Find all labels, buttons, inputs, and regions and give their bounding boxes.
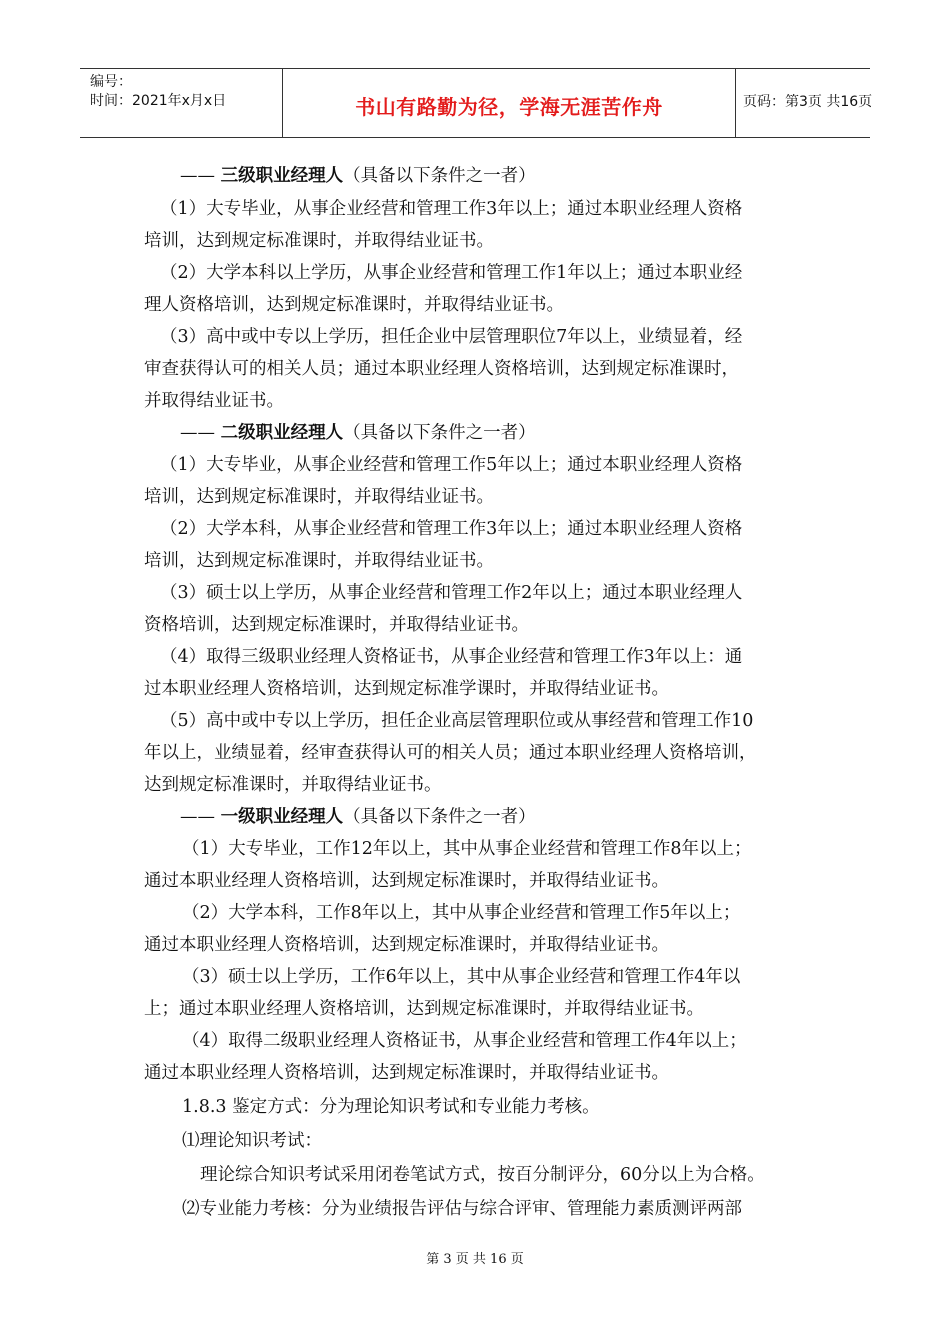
header-page-cell bbox=[735, 69, 873, 137]
document-number: 编号： bbox=[90, 74, 132, 90]
text-line: 培训，达到规定标准课时，并取得结业证书。 bbox=[144, 551, 494, 571]
text-line: 理人资格培训，达到规定标准课时，并取得结业证书。 bbox=[144, 295, 564, 315]
heading-dash: —— bbox=[180, 166, 215, 186]
section-heading-level2 bbox=[180, 422, 536, 444]
text-line: 通过本职业经理人资格培训，达到规定标准课时，并取得结业证书。 bbox=[144, 935, 669, 955]
heading-title: 二级职业经理人 bbox=[220, 423, 344, 443]
heading-title: 三级职业经理人 bbox=[220, 166, 344, 186]
text-line: （5）高中或中专以上学历，担任企业高层管理职位或从事经营和管理工作10 bbox=[160, 711, 754, 731]
text-line: 理论综合知识考试采用闭卷笔试方式，按百分制评分，60分以上为合格。 bbox=[200, 1165, 765, 1185]
text-line: 培训，达到规定标准课时，并取得结业证书。 bbox=[144, 231, 494, 251]
text-line: 年以上，业绩显着，经审查获得认可的相关人员；通过本职业经理人资格培训， bbox=[144, 743, 757, 763]
page-info: 页码：第3页 共16页 bbox=[743, 94, 873, 110]
text-line: （2）大学本科以上学历，从事企业经营和管理工作1年以上；通过本职业经 bbox=[160, 263, 743, 283]
heading-title: 一级职业经理人 bbox=[220, 807, 344, 827]
heading-suffix: （具备以下条件之一者） bbox=[343, 807, 536, 827]
text-line: （1）大专毕业，从事企业经营和管理工作5年以上；通过本职业经理人资格 bbox=[160, 455, 743, 475]
heading-suffix: （具备以下条件之一者） bbox=[343, 166, 536, 186]
text-line: （3）硕士以上学历，从事企业经营和管理工作2年以上；通过本职业经理人 bbox=[160, 583, 743, 603]
text-line: 审查获得认可的相关人员；通过本职业经理人资格培训，达到规定标准课时， bbox=[144, 359, 739, 379]
text-line: 资格培训，达到规定标准课时，并取得结业证书。 bbox=[144, 615, 529, 635]
text-line: （1）大专毕业，从事企业经营和管理工作3年以上；通过本职业经理人资格 bbox=[160, 199, 743, 219]
text-line: ⑴理论知识考试： bbox=[182, 1131, 322, 1151]
text-line: 过本职业经理人资格培训，达到规定标准学课时，并取得结业证书。 bbox=[144, 679, 669, 699]
text-line: （2）大学本科，工作8年以上，其中从事企业经营和管理工作5年以上； bbox=[182, 903, 741, 923]
header-motto-cell bbox=[282, 69, 736, 137]
text-line: 并取得结业证书。 bbox=[144, 391, 284, 411]
text-line: （4）取得二级职业经理人资格证书，从事企业经营和管理工作4年以上； bbox=[182, 1031, 747, 1051]
text-line: （1）大专毕业，工作12年以上，其中从事企业经营和管理工作8年以上； bbox=[182, 839, 752, 859]
section-heading-level3 bbox=[180, 165, 536, 187]
text-line: 达到规定标准课时，并取得结业证书。 bbox=[144, 775, 442, 795]
text-line: （3）硕士以上学历，工作6年以上，其中从事企业经营和管理工作4年以 bbox=[182, 967, 741, 987]
assessment-heading: 1.8.3 鉴定方式：分为理论知识考试和专业能力考核。 bbox=[182, 1097, 600, 1117]
heading-dash: —— bbox=[180, 423, 215, 443]
text-line: 上；通过本职业经理人资格培训，达到规定标准课时，并取得结业证书。 bbox=[144, 999, 704, 1019]
page-header bbox=[80, 68, 873, 138]
heading-suffix: （具备以下条件之一者） bbox=[343, 423, 536, 443]
text-line: ⑵专业能力考核：分为业绩报告评估与综合评审、管理能力素质测评两部 bbox=[182, 1199, 742, 1219]
section-heading-level1 bbox=[180, 806, 536, 828]
text-line: （3）高中或中专以上学历，担任企业中层管理职位7年以上，业绩显着，经 bbox=[160, 327, 743, 347]
header-meta-cell bbox=[80, 69, 282, 137]
text-line: 通过本职业经理人资格培训，达到规定标准课时，并取得结业证书。 bbox=[144, 871, 669, 891]
document-date: 时间：2021年x月x日 bbox=[90, 93, 227, 109]
heading-dash: —— bbox=[180, 807, 215, 827]
text-line: 培训，达到规定标准课时，并取得结业证书。 bbox=[144, 487, 494, 507]
text-line: 通过本职业经理人资格培训，达到规定标准课时，并取得结业证书。 bbox=[144, 1063, 669, 1083]
page-footer: 第 3 页 共 16 页 bbox=[426, 1252, 524, 1267]
motto: 书山有路勤为径，学海无涯苦作舟 bbox=[355, 95, 663, 119]
text-line: （4）取得三级职业经理人资格证书，从事企业经营和管理工作3年以上：通 bbox=[160, 647, 743, 667]
text-line: （2）大学本科，从事企业经营和管理工作3年以上；通过本职业经理人资格 bbox=[160, 519, 743, 539]
